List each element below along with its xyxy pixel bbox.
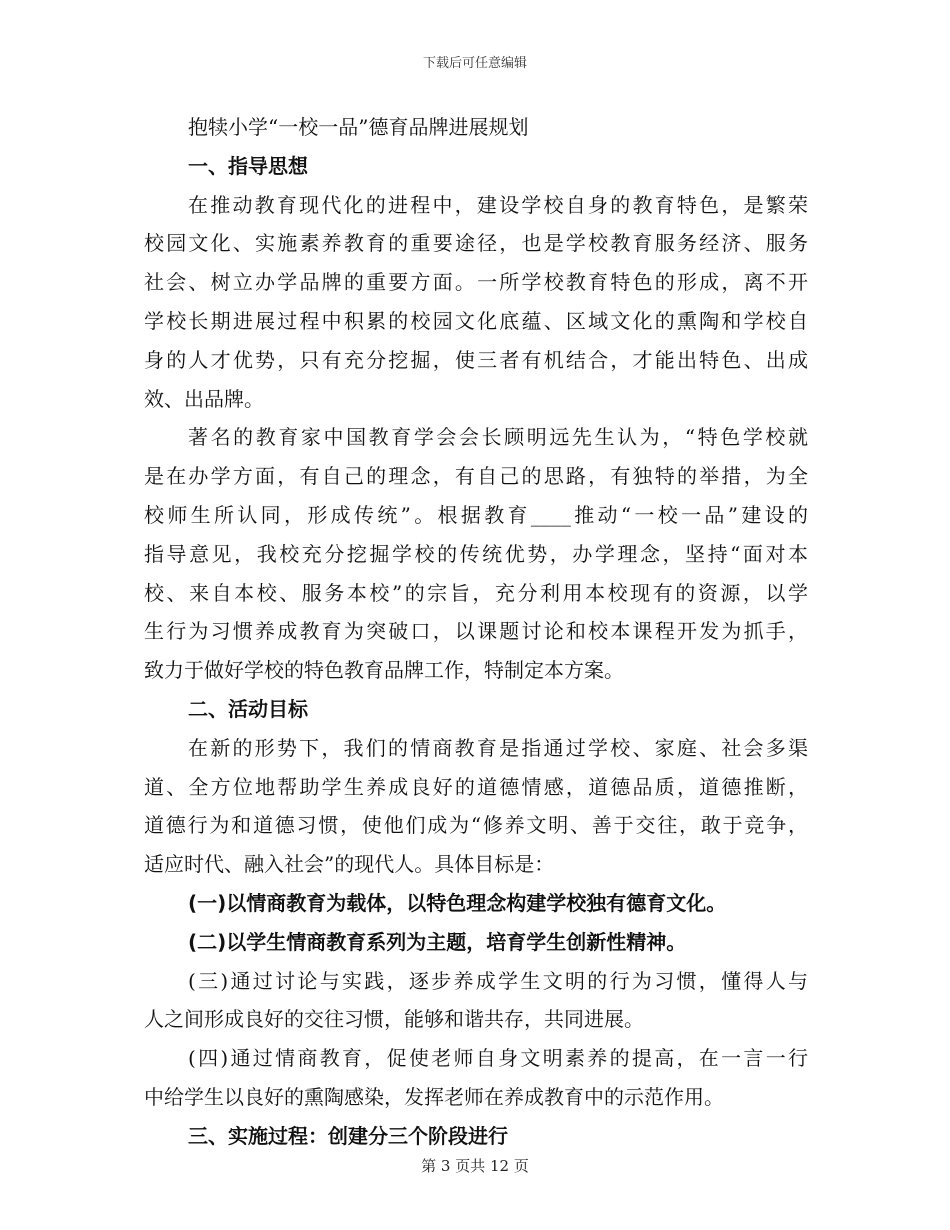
body-line: 中给学生以良好的熏陶感染，发挥老师在养成教育中的示范作用。: [144, 1084, 724, 1109]
section-heading-activity-goals: 二、活动目标: [188, 696, 308, 721]
body-line: 校、来自本校、服务本校”的宗旨，充分利用本校现有的资源，以学: [144, 580, 808, 605]
body-line: 道德行为和道德习惯，使他们成为“修养文明、善于交往，敢于竞争，: [144, 813, 808, 838]
page-number-footer: 第 3 页共 12 页: [421, 1157, 529, 1175]
body-line: 人之间形成良好的交往习惯，能够和谐共存，共同进展。: [144, 1007, 644, 1032]
goal-item-2: (二)以学生情商教育系列为主题，培育学生创新性精神。: [188, 929, 687, 954]
section-heading-implementation: 三、实施过程：创建分三个阶段进行: [188, 1123, 508, 1148]
section-heading-guiding-ideology: 一、指导思想: [188, 153, 308, 178]
page-header-note: 下载后可任意编辑: [422, 56, 527, 71]
body-line: 生行为习惯养成教育为突破口，以课题讨论和校本课程开发为抓手，: [144, 619, 808, 644]
goal-item-1: (一)以情商教育为载体，以特色理念构建学校独有德育文化。: [188, 890, 727, 915]
document-title: 抱犊小学“一校一品”德育品牌进展规划: [188, 115, 529, 139]
body-line: 致力于做好学校的特色教育品牌工作，特制定本方案。: [144, 658, 624, 683]
body-line: 身的人才优势，只有充分挖掘，使三者有机结合，才能出特色、出成: [144, 347, 808, 372]
body-line: 指导意见，我校充分挖掘学校的传统优势，办学理念，坚持“面对本: [144, 541, 808, 566]
document-body: [144, 108, 808, 1156]
body-line: 效、出品牌。: [144, 386, 264, 411]
body-line: 著名的教育家中国教育学会会长顾明远先生认为，“特色学校就: [188, 425, 808, 450]
body-line: 学校长期进展过程中积累的校园文化底蕴、区域文化的熏陶和学校自: [144, 308, 808, 333]
body-line: 在新的形势下，我们的情商教育是指通过学校、家庭、社会多渠: [188, 735, 808, 760]
goal-item-3: (三)通过讨论与实践，逐步养成学生文明的行为习惯，懂得人与: [188, 968, 808, 993]
body-line: 是在办学方面，有自己的理念，有自己的思路，有独特的举措，为全: [144, 464, 808, 489]
body-line: 校师生所认同，形成传统”。根据教育____推动“一校一品”建设的: [144, 502, 808, 527]
body-line: 校园文化、实施素养教育的重要途径，也是学校教育服务经济、服务: [144, 231, 808, 256]
body-line: 道、全方位地帮助学生养成良好的道德情感，道德品质，道德推断，: [144, 774, 808, 799]
body-line: 适应时代、融入社会”的现代人。具体目标是：: [144, 852, 555, 877]
body-line: 社会、树立办学品牌的重要方面。一所学校教育特色的形成，离不开: [144, 270, 808, 295]
goal-item-4: (四)通过情商教育，促使老师自身文明素养的提高，在一言一行: [188, 1046, 808, 1071]
body-line: 在推动教育现代化的进程中，建设学校自身的教育特色，是繁荣: [188, 192, 808, 217]
